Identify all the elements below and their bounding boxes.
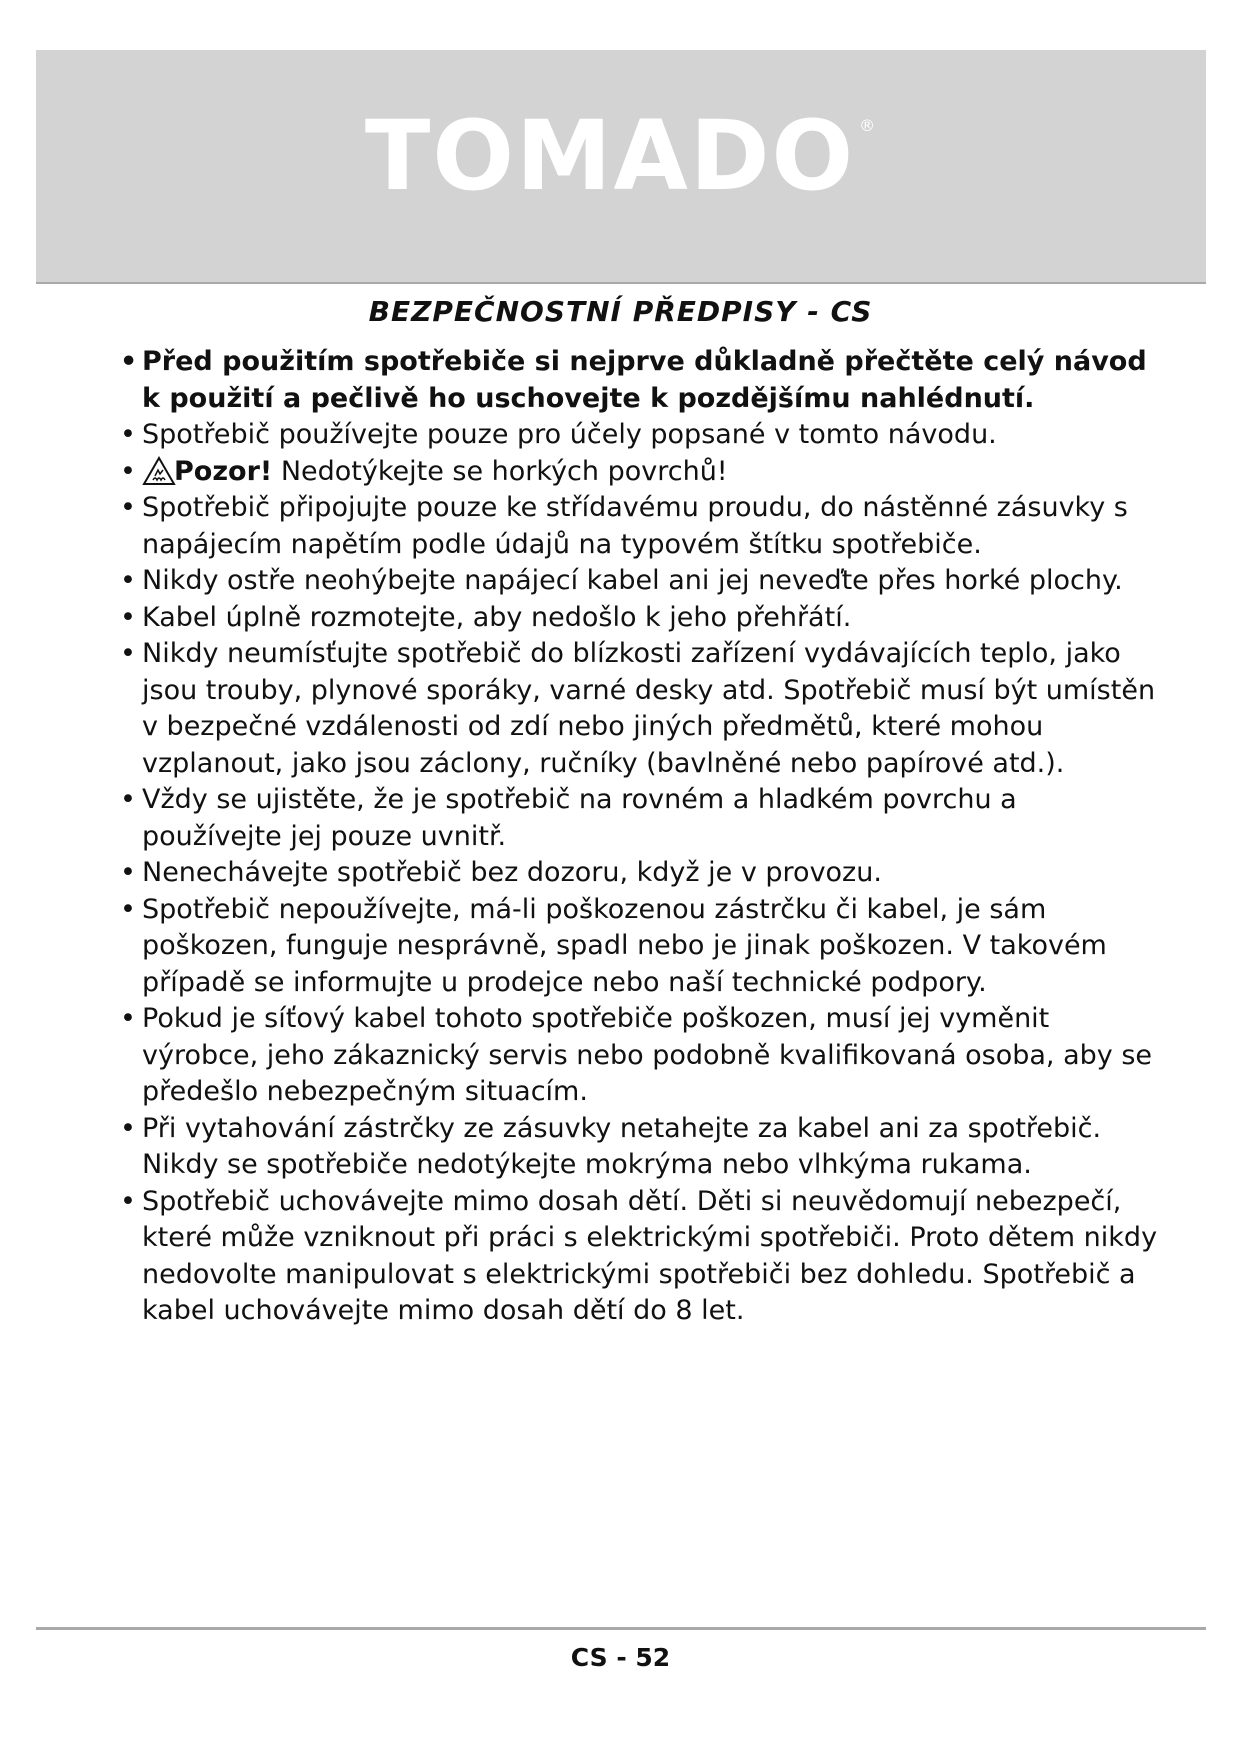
bullet: • <box>120 1185 136 1217</box>
bullet: • <box>120 492 136 523</box>
list-item <box>120 417 1160 454</box>
list-item <box>120 563 1160 600</box>
list-item-text: Vždy se ujistěte, že je spotřebič na rovném a hladkém povrchu a používejte jej pouze uvnitř. <box>142 784 1017 852</box>
bullet: • <box>120 455 136 487</box>
bullet: • <box>120 893 136 925</box>
list-item-text: Spotřebič používejte pouze pro účely popsané v tomto návodu. <box>142 419 997 450</box>
list-item <box>120 1001 1160 1111</box>
bullet: • <box>120 784 136 815</box>
list-item <box>120 782 1160 855</box>
bullet: • <box>120 638 136 669</box>
list-item <box>120 600 1160 637</box>
section-title: BEZPEČNOSTNÍ PŘEDPISY - CS <box>368 295 873 328</box>
list-item <box>120 855 1160 892</box>
list-item-text: Pokud je síťový kabel tohoto spotřebiče poškozen, musí jej vyměnit výrobce, jeho zákaznický servis nebo podobně kvalifikovaná osoba, aby se předešlo nebezpečným situacím. <box>142 1003 1152 1107</box>
footer-divider <box>36 1627 1206 1630</box>
list-item <box>120 1184 1160 1330</box>
brand-logo-text: TOMADO <box>364 100 856 212</box>
registered-mark: ® <box>859 116 878 135</box>
page-number: CS - 52 <box>570 1643 671 1672</box>
list-item-text: Při vytahování zástrčky ze zásuvky netahejte za kabel ani za spotřebič. Nikdy se spotřebiče nedotýkejte mokrýma nebo vlhkýma rukama. <box>142 1112 1102 1180</box>
list-item-text: Nedotýkejte se horkých povrchů! <box>272 455 728 487</box>
list-item-text: Nikdy neumísťujte spotřebič do blízkosti zařízení vydávajících teplo, jako jsou trouby, plynové sporáky, varné desky atd. Spotřebič musí být umístěn v bezpečné vzdálenosti od zdí nebo jiných předmětů, které mohou vzplanout, jako jsou záclony, ručníky (bavlněné nebo papírové atd.). <box>142 638 1156 779</box>
list-item <box>120 636 1160 782</box>
list-item-warning <box>120 454 1160 491</box>
list-item-text: Nenechávejte spotřebič bez dozoru, když je v provozu. <box>142 857 882 888</box>
warning-label: Pozor! <box>174 455 273 487</box>
list-item <box>120 892 1160 1002</box>
bullet: • <box>120 1112 136 1144</box>
header-band <box>36 50 1206 284</box>
bullet: • <box>120 601 136 633</box>
bullet: • <box>120 419 136 450</box>
list-item-text: Spotřebič uchovávejte mimo dosah dětí. Děti si neuvědomují nebezpečí, které může vzniknout při práci s elektrickými spotřebiči. Proto dětem nikdy nedovolte manipulovat s elektrickými spotřebiči bez dohledu. Spotřebič a kabel uchovávejte mimo dosah dětí do 8 let. <box>142 1185 1158 1326</box>
list-item-text: Spotřebič nepoužívejte, má-li poškozenou zástrčku či kabel, je sám poškozen, funguje nesprávně, spadl nebo je jinak poškozen. V takovém případě se informujte u prodejce nebo naší technické podpory. <box>142 893 1107 998</box>
list-item <box>120 344 1160 417</box>
list-item <box>120 1111 1160 1184</box>
bullet: • <box>120 857 136 888</box>
bullet: • <box>120 346 138 377</box>
list-item-text: Spotřebič připojujte pouze ke střídavému proudu, do nástěnné zásuvky s napájecím napětím podle údajů na typovém štítku spotřebiče. <box>142 492 1128 560</box>
list-item-text: Kabel úplně rozmotejte, aby nedošlo k jeho přehřátí. <box>142 601 852 633</box>
list-item-text: Před použitím spotřebiče si nejprve důkladně přečtěte celý návod k použití a pečlivě ho uschovejte k pozdějšímu nahlédnutí. <box>142 346 1147 414</box>
bullet: • <box>120 565 136 596</box>
list-item <box>120 490 1160 563</box>
safety-instructions <box>120 344 1160 1330</box>
brand-logo <box>36 100 1206 212</box>
warning-hot-surface-icon <box>142 456 176 486</box>
instruction-list <box>120 344 1160 1330</box>
list-item-text: Nikdy ostře neohýbejte napájecí kabel ani jej neveďte přes horké plochy. <box>142 565 1123 596</box>
bullet: • <box>120 1003 136 1034</box>
